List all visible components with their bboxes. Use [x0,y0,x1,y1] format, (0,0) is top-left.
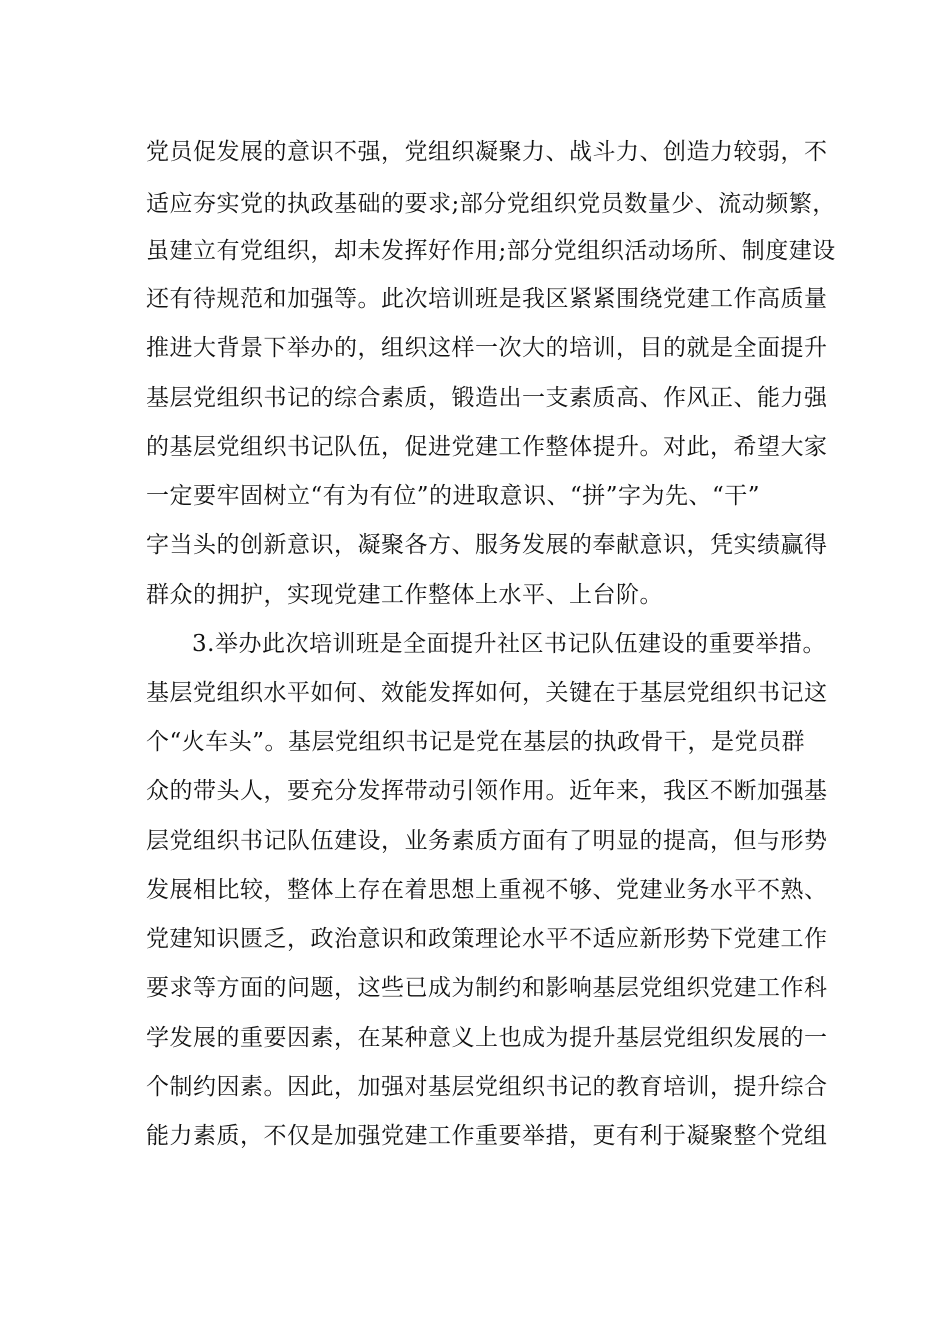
text-line: 学发展的重要因素，在某种意义上也成为提升基层党组织发展的一 [146,1025,828,1051]
text-line: 党建知识匮乏，政治意识和政策理论水平不适应新形势下党建工作 [146,926,828,952]
text-line: 个制约因素。因此，加强对基层党组织书记的教育培训，提升综合 [146,1074,828,1100]
text-line: 众的带头人，要充分发挥带动引领作用。近年来，我区不断加强基 [146,778,828,804]
text-line: 个“火车头”。基层党组织书记是党在基层的执政骨干，是党员群 [146,729,806,755]
text-line: 的基层党组织书记队伍，促进党建工作整体提升。对此，希望大家 [146,434,828,460]
text-line: 能力素质，不仅是加强党建工作重要举措，更有利于凝聚整个党组 [146,1123,828,1149]
text-line: 推进大背景下举办的，组织这样一次大的培训，目的就是全面提升 [146,335,828,361]
text-line: 要求等方面的问题，这些已成为制约和影响基层党组织党建工作科 [146,975,828,1001]
text-line: 基层党组织书记的综合素质，锻造出一支素质高、作风正、能力强 [146,385,828,411]
text-line: 基层党组织水平如何、效能发挥如何，关键在于基层党组织书记这 [146,680,828,706]
text-line: 层党组织书记队伍建设，业务素质方面有了明显的提高，但与形势 [146,828,828,854]
text-line: 一定要牢固树立“有为有位”的进取意识、“拼”字为先、“干” [146,483,761,509]
text-line: 党员促发展的意识不强，党组织凝聚力、战斗力、创造力较弱，不 [146,139,828,165]
text-line: 适应夯实党的执政基础的要求;部分党组织党员数量少、流动频繁， [146,191,836,217]
text-line: 字当头的创新意识，凝聚各方、服务发展的奉献意识，凭实绩赢得 [146,532,828,558]
text-line: 还有待规范和加强等。此次培训班是我区紧紧围绕党建工作高质量 [146,286,828,312]
section-heading-3: 3.举办此次培训班是全面提升社区书记队伍建设的重要举措。 [192,631,826,657]
text-line: 群众的拥护，实现党建工作整体上水平、上台阶。 [146,582,663,608]
text-line: 发展相比较，整体上存在着思想上重视不够、党建业务水平不熟、 [146,877,828,903]
text-line: 虽建立有党组织，却未发挥好作用;部分党组织活动场所、制度建设 [146,238,836,264]
